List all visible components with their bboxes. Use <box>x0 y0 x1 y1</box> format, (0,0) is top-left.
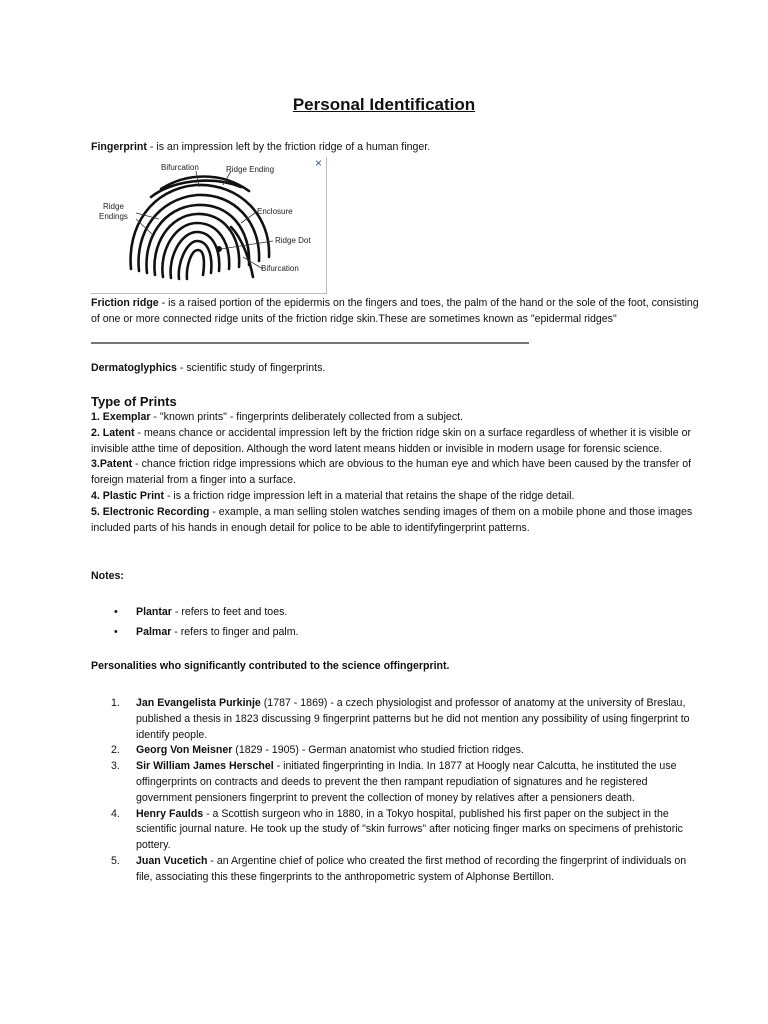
friction-ridge-definition <box>91 296 701 328</box>
label-bifurcation-top: Bifurcation <box>161 163 199 172</box>
personalities-list <box>91 696 701 886</box>
print-type-text: - example, a man selling stolen watches sending images of them on a mobile phone and those images included parts of his hands in enough detail for police to be able to identifyfingerprint patterns. <box>91 505 693 534</box>
list-item <box>91 743 701 759</box>
list-item <box>91 854 701 886</box>
print-type-text: - "known prints" - fingerprints deliberately collected from a subject. <box>150 411 464 423</box>
print-type-term: 3.Patent <box>91 458 133 471</box>
print-type-item <box>91 505 701 537</box>
type-of-prints-section <box>91 393 701 536</box>
personalities-heading: Personalities who significantly contributed to the science offingerprint. <box>91 660 450 672</box>
label-bifurcation-bottom: Bifurcation <box>261 264 299 273</box>
notes-heading: Notes: <box>91 570 124 582</box>
print-type-text: - means chance or accidental impression left by the friction ridge skin on a surface regardless of whether it is visible or invisible atthe time of deposition. Although the word latent means hidden or invisible in modern usage for forensic science. <box>91 426 691 455</box>
note-term: Plantar <box>136 606 172 618</box>
person-name: Sir William James Herschel <box>136 760 274 773</box>
close-icon[interactable]: × <box>314 156 322 170</box>
notes-list <box>91 605 701 645</box>
page-title: Personal Identification <box>292 95 476 114</box>
fingerprint-diagram <box>91 157 327 294</box>
print-type-item <box>91 426 701 458</box>
label-enclosure: Enclosure <box>257 207 293 216</box>
bullet-icon: • <box>114 606 118 618</box>
list-number: 2. <box>111 744 120 757</box>
print-type-item <box>91 489 701 505</box>
print-type-item <box>91 457 701 489</box>
print-type-term: 5. Electronic Recording <box>91 505 210 518</box>
list-item <box>91 696 701 743</box>
friction-ridge-text: - is a raised portion of the epidermis on the fingers and toes, the palm of the hand or the sole of the foot, consisting of one or more connected ridge units of the friction ridge skin.These are sometimes known as "epidermal ridges" <box>91 297 699 325</box>
print-type-term: 1. Exemplar <box>91 411 151 423</box>
note-text: - refers to feet and toes. <box>171 606 288 618</box>
person-text: - a Scottish surgeon who in 1880, in a Tokyo hospital, published his first paper on the subject in the scientific journal nature. He took up the study of "skin furrows" after noticing finger marks on specimens of prehistoric pottery. <box>136 807 683 852</box>
person-text: (1829 - 1905) - German anatomist who studied friction ridges. <box>232 744 524 757</box>
list-number: 4. <box>111 807 120 820</box>
list-number: 3. <box>111 760 120 773</box>
person-text: - initiated fingerprinting in India. In 1877 at Hoogly near Calcutta, he instituted the use offingerprints on contracts and deeds to prevent the then rampant repudiation of signatures and he registered government pensioners fingerprint to prevent the collection of money by relatives after a pensioners death. <box>136 760 677 804</box>
person-text: (1787 - 1869) - a czech physiologist and professor of anatomy at the university of Breslau, published a thesis in 1823 discussing 9 fingerprint patterns but he did not mention any possibility of using fingerprint to identify people. <box>136 697 690 741</box>
dermatoglyphics-definition <box>91 361 701 377</box>
note-term: Palmar <box>136 626 172 638</box>
label-ridge-dot: Ridge Dot <box>275 236 311 245</box>
friction-ridge-term: Friction ridge <box>91 297 159 309</box>
person-name: Juan Vucetich <box>136 854 208 867</box>
list-number: 1. <box>111 697 120 709</box>
print-type-term: 4. Plastic Print <box>91 489 165 502</box>
dermatoglyphics-text: - scientific study of fingerprints. <box>176 362 326 374</box>
print-type-term: 2. Latent <box>91 426 135 439</box>
list-item <box>91 625 701 645</box>
note-text: - refers to finger and palm. <box>171 626 299 638</box>
list-item <box>91 807 701 854</box>
horizontal-divider <box>91 342 529 344</box>
type-of-prints-heading: Type of Prints <box>91 394 177 409</box>
list-item <box>91 605 701 625</box>
print-type-text: - chance friction ridge impressions which are obvious to the human eye and which have been caused by the transfer of foreign material from a finger into a surface. <box>91 458 692 487</box>
label-ridge-endings-left: Ridge Endings <box>99 202 128 221</box>
fingerprint-term: Fingerprint <box>91 141 147 153</box>
fingerprint-definition <box>91 140 701 156</box>
print-type-item <box>91 410 701 426</box>
print-type-text: - is a friction ridge impression left in a material that retains the shape of the ridge detail. <box>164 489 575 502</box>
fingerprint-text: - is an impression left by the friction ridge of a human finger. <box>146 141 431 153</box>
notes-heading-block <box>91 569 701 585</box>
person-name: Jan Evangelista Purkinje <box>136 697 261 709</box>
personalities-heading-block <box>91 659 701 675</box>
label-ridge-ending-top: Ridge Ending <box>226 165 275 174</box>
person-name: Georg Von Meisner <box>136 744 233 757</box>
person-name: Henry Faulds <box>136 807 204 820</box>
bullet-icon: • <box>114 626 118 638</box>
person-text: - an Argentine chief of police who created the first method of recording the fingerprint of individuals on file, associating this these fingerprints to the anthropometric system of Alphonse Bertillon. <box>136 854 687 883</box>
list-item <box>91 759 701 806</box>
list-number: 5. <box>111 854 120 867</box>
dermatoglyphics-term: Dermatoglyphics <box>91 362 177 374</box>
